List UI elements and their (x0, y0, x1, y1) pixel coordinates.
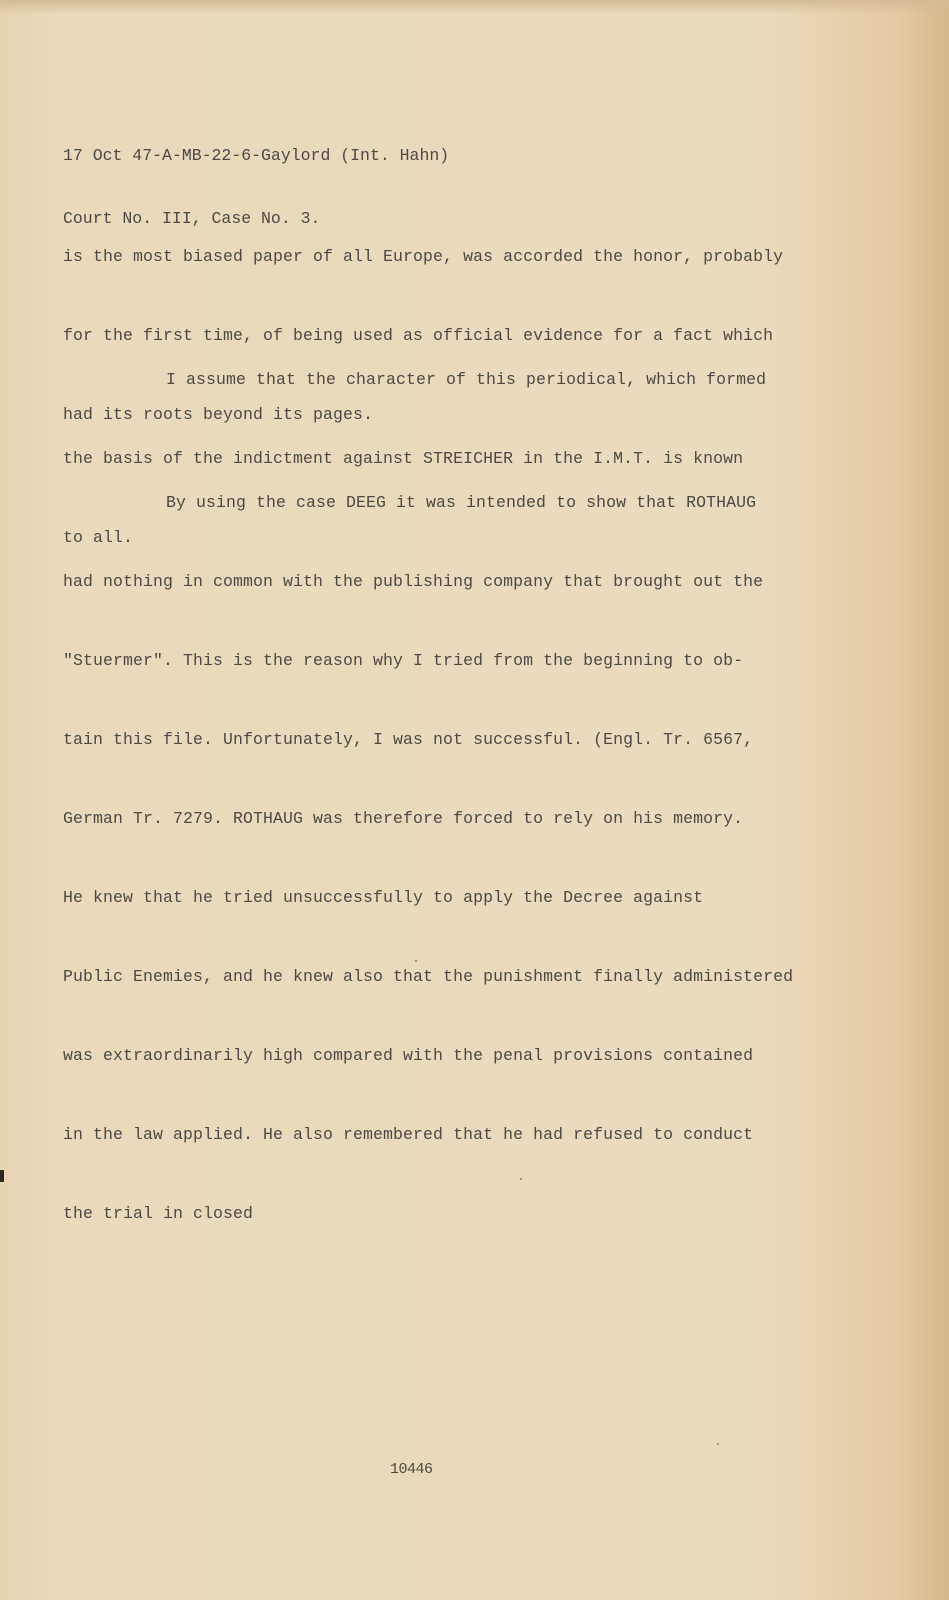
text-line: tain this file. Unfortunately, I was not successful. (Engl. Tr. 6567, (63, 730, 754, 749)
text-line: was extraordinarily high compared with the penal provisions contained (63, 1046, 754, 1065)
paragraph-3 (63, 444, 823, 1272)
text-line: had its roots beyond its pages. (63, 405, 374, 424)
binding-mark (0, 1170, 4, 1182)
text-line: the basis of the indictment against STREICHER in the I.M.T. is known (63, 449, 744, 468)
text-line: By using the case DEEG it was intended to show that ROTHAUG (166, 493, 757, 512)
text-line: German Tr. 7279. ROTHAUG was therefore forced to rely on his memory. (63, 809, 744, 828)
paper-speck (415, 960, 417, 962)
paper-speck (717, 1443, 719, 1445)
text-line: He knew that he tried unsuccessfully to apply the Decree against (63, 888, 704, 907)
text-line: to all. (63, 528, 134, 547)
paper-speck (520, 1178, 522, 1180)
text-line: is the most biased paper of all Europe, was accorded the honor, probably (63, 247, 784, 266)
header-line-2: Court No. III, Case No. 3. (63, 209, 321, 228)
text-line: Public Enemies, and he knew also that the punishment finally administered (63, 967, 794, 986)
text-line: "Stuermer". This is the reason why I tried from the beginning to ob- (63, 651, 744, 670)
page-number: 10446 (390, 1461, 433, 1478)
text-line: the trial in closed (63, 1204, 254, 1223)
header-line-1: 17 Oct 47-A-MB-22-6-Gaylord (Int. Hahn) (63, 146, 450, 165)
text-line: had nothing in common with the publishing company that brought out the (63, 572, 764, 591)
page-edge-shadow (0, 0, 949, 14)
text-line: for the first time, of being used as official evidence for a fact which (63, 326, 774, 345)
text-line: in the law applied. He also remembered that he had refused to conduct (63, 1125, 754, 1144)
text-line: I assume that the character of this periodical, which formed (166, 370, 767, 389)
